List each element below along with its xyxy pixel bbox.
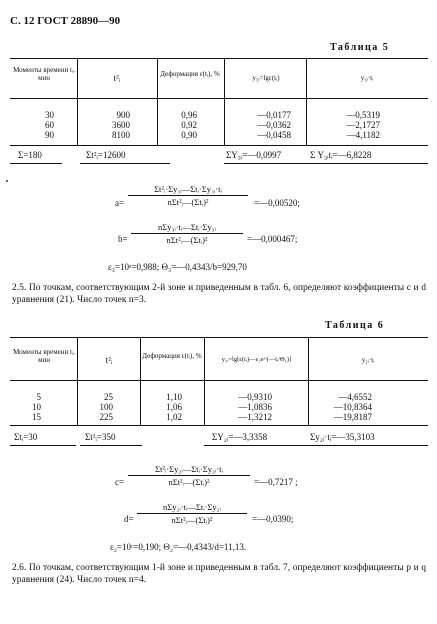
table6-sum-y: ΣY₂ᵢ=—3,3358	[212, 432, 268, 442]
table5-bottom-rule	[10, 145, 428, 146]
formula-a-result: =—0,00520;	[254, 198, 300, 208]
cell-y: —0,9310	[238, 392, 272, 402]
cell-yt: —4,1182	[346, 130, 380, 140]
cell-t2: 3600	[112, 120, 130, 130]
table6-sum-yt: Σy₂ᵢ·tᵢ=—35,3103	[310, 432, 375, 442]
sum-underline	[224, 163, 308, 164]
sum-underline	[80, 163, 170, 164]
formula1-params: ε₃=10ᵃ=0,988; Θ₃=—0,4343/b=929,70	[108, 262, 247, 272]
cell-y: —0,0177	[257, 110, 291, 120]
table6-header-yt: y₂ᵢ·tᵢ	[361, 356, 375, 364]
cell-deform: 0,90	[181, 130, 197, 140]
table6-sum-t2: Σt²ᵢ=350	[85, 432, 116, 442]
sum-underline	[10, 163, 62, 164]
table6-col-divider	[77, 337, 78, 425]
formula-a-label: a=	[115, 198, 125, 208]
table6-header-y: y₂ᵢ=lg[ε(tᵢ)—ε₃e^(—tᵢ/Θ₁)]	[221, 356, 292, 363]
formula-c-numerator: Σt²ᵢ·Σy₂ᵢ—Σtᵢ·Σy₂ᵢ·tᵢ	[128, 464, 250, 476]
cell-yt: —2,1727	[346, 120, 380, 130]
formula-c-result: =—0,7217 ;	[254, 477, 298, 487]
cell-t2: 100	[99, 402, 113, 412]
table5-sum-t2: Σt²ᵢ=12600	[86, 150, 126, 160]
table6-col-divider	[140, 337, 141, 425]
table5-header-y: y₃ᵢ=lgε(tᵢ)	[252, 74, 280, 82]
formula-b-label: b=	[118, 234, 128, 244]
formula-c-denominator: nΣt²ᵢ—(Σtᵢ)²	[168, 477, 210, 487]
sum-underline	[204, 445, 308, 446]
formula-d-fraction	[137, 502, 247, 525]
formula-b-numerator: nΣy₃ᵢ·tᵢ—Σtᵢ·Σy₃ᵢ	[131, 222, 243, 234]
cell-y: —1,3212	[238, 412, 272, 422]
cell-t2: 900	[116, 110, 130, 120]
table5-col-divider	[306, 58, 307, 145]
sum-underline	[308, 445, 428, 446]
formula-c-fraction	[128, 464, 250, 487]
table5-header-time: Моменты времени tᵢ, мин	[13, 66, 75, 82]
table6-top-rule	[10, 337, 428, 338]
cell-time: 90	[45, 130, 54, 140]
cell-yt: —4,6552	[338, 392, 372, 402]
table6-header-time: Моменты времени tᵢ, мин	[13, 348, 75, 364]
table5-header-deform: Деформация ε(tᵢ), %	[160, 70, 220, 78]
cell-yt: —19,8187	[333, 412, 372, 422]
table6-header-rule	[10, 380, 428, 381]
formula-d-label: d=	[124, 514, 134, 524]
table6-bottom-rule	[10, 425, 428, 426]
cell-time: 60	[45, 120, 54, 130]
formula-b-fraction	[131, 222, 243, 245]
cell-t2: 25	[104, 392, 113, 402]
formula-d-result: =—0,0390;	[252, 514, 294, 524]
table6-col-divider	[308, 337, 309, 425]
formula2-params: ε₂=10ᶜ=0,190; Θ₂=—0,4343/d=11,13.	[110, 542, 247, 552]
table6-col-divider	[204, 337, 205, 425]
table5-sum-y: ΣY₃ᵢ=—0,0997	[226, 150, 282, 160]
paragraph-2-6: 2.6. По точкам, соответствующим 1-й зоне и приведенным в табл. 7, определяют коэффициенты p и q уравнения (24). Число точек n=4.	[12, 563, 426, 585]
cell-deform: 0,96	[181, 110, 197, 120]
cell-time: 5	[36, 392, 41, 402]
cell-time: 10	[32, 402, 41, 412]
sum-underline	[80, 445, 142, 446]
table6-header-t2: t²ᵢ	[105, 355, 113, 365]
cell-deform: 1,02	[166, 412, 182, 422]
cell-y: —0,0362	[257, 120, 291, 130]
cell-t2: 225	[99, 412, 113, 422]
table6-sum-time: Σtᵢ=30	[14, 432, 38, 442]
page-header: С. 12 ГОСТ 28890—90	[10, 15, 121, 27]
table5-sum-time: Σ=180	[18, 150, 42, 160]
formula-c-label: c=	[115, 477, 125, 487]
table6-caption: Таблица 6	[325, 320, 385, 331]
cell-deform: 1,06	[166, 402, 182, 412]
formula-b-result: =—0,000467;	[247, 234, 298, 244]
cell-deform: 1,10	[166, 392, 182, 402]
formula-d-denominator: nΣt²ᵢ—(Σtᵢ)²	[171, 515, 213, 525]
formula-a-fraction	[128, 184, 248, 207]
paragraph-2-5: 2.5. По точкам, соответствующим 2-й зоне и приведенным в табл. 6, определяют коэффициенты c и d уравнения (21). Число точек n=3.	[12, 283, 426, 305]
formula-b-denominator: nΣt²ᵢ—(Σtᵢ)²	[166, 235, 208, 245]
cell-y: —1,0836	[238, 402, 272, 412]
table5-sum-yt: Σ Y₃ᵢtᵢ=—6,8228	[310, 150, 372, 160]
cell-time: 30	[45, 110, 54, 120]
cell-yt: —10,8364	[333, 402, 372, 412]
table6-header-deform: Деформация ε(tᵢ), %	[142, 352, 202, 360]
sum-underline	[10, 445, 76, 446]
print-speck	[6, 180, 8, 182]
cell-deform: 0,92	[181, 120, 197, 130]
table5-header-yt: y₃ᵢ·tᵢ	[360, 74, 374, 82]
table5-header-rule	[10, 98, 428, 99]
cell-yt: —0,5319	[346, 110, 380, 120]
formula-a-denominator: nΣt²ᵢ—(Σtᵢ)²	[167, 197, 209, 207]
formula-a-numerator: Σt²ᵢ·Σy₃ᵢ—Σtᵢ·Σy₃ᵢ·tᵢ	[128, 184, 248, 196]
table5-col-divider	[224, 58, 225, 145]
table5-caption: Таблица 5	[330, 42, 390, 53]
sum-underline	[306, 163, 428, 164]
cell-y: —0,0458	[257, 130, 291, 140]
table5-col-divider	[77, 58, 78, 145]
cell-time: 15	[32, 412, 41, 422]
formula-d-numerator: nΣy₂ᵢ·tᵢ—Σtᵢ·Σy₂ᵢ	[137, 502, 247, 514]
table5-header-t2: t²ᵢ	[113, 73, 121, 83]
cell-t2: 8100	[112, 130, 130, 140]
table5-top-rule	[10, 58, 428, 59]
